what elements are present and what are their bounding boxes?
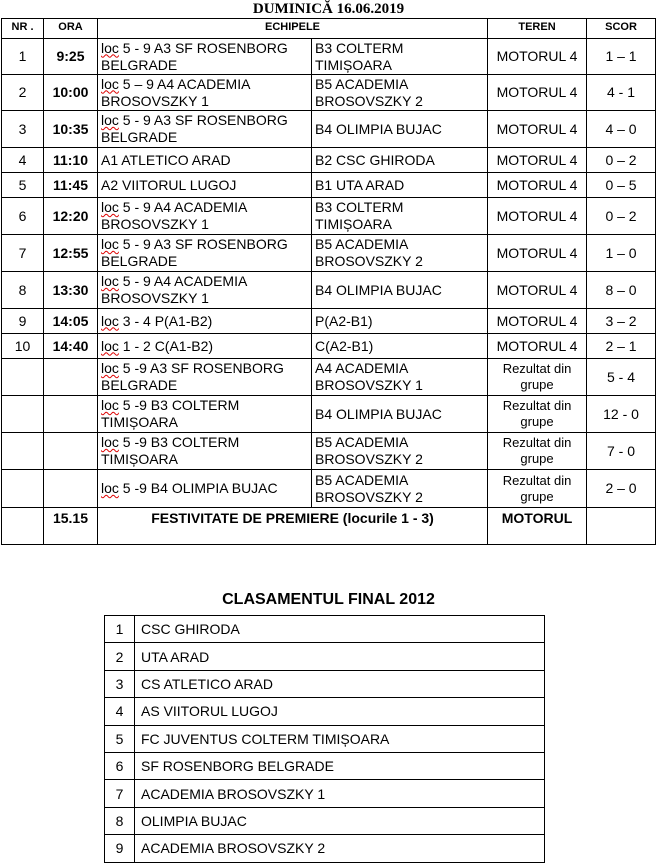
match-venue: Rezultat din grupe xyxy=(488,433,587,470)
match-nr xyxy=(2,470,44,508)
match-nr xyxy=(2,359,44,396)
ranking-team: ACADEMIA BROSOVSZKY 2 xyxy=(135,835,545,862)
col-ora: ORA xyxy=(44,19,98,39)
away-team: B3 COLTERM TIMIȘOARA xyxy=(312,198,488,235)
match-score: 3 – 2 xyxy=(587,309,656,334)
match-row xyxy=(2,173,656,198)
loc-prefix: loc xyxy=(101,480,119,496)
home-team xyxy=(98,173,312,198)
match-score: 2 – 0 xyxy=(587,470,656,508)
match-score: 12 - 0 xyxy=(587,396,656,433)
home-team-name: 5 - 9 A4 ACADEMIA BROSOVSZKY 1 xyxy=(101,273,247,306)
match-time: 13:30 xyxy=(44,272,98,309)
match-row xyxy=(2,39,656,75)
home-team xyxy=(98,309,312,334)
festivity-time: 15.15 xyxy=(44,508,98,545)
loc-prefix: loc xyxy=(101,39,119,56)
match-row xyxy=(2,272,656,309)
col-scor: SCOR xyxy=(587,19,656,39)
match-nr xyxy=(2,433,44,470)
ranking-position: 6 xyxy=(105,752,135,779)
ranking-team: AS VIITORUL LUGOJ xyxy=(135,698,545,725)
match-time xyxy=(44,396,98,433)
loc-prefix: loc xyxy=(101,434,119,450)
match-nr: 4 xyxy=(2,148,44,173)
match-row xyxy=(2,75,656,111)
match-venue: MOTORUL 4 xyxy=(488,75,587,111)
match-score: 0 – 2 xyxy=(587,198,656,235)
festivity-venue: MOTORUL xyxy=(488,508,587,545)
home-team xyxy=(98,111,312,148)
home-team xyxy=(98,148,312,173)
loc-prefix: loc xyxy=(101,75,119,92)
festivity-nr xyxy=(2,508,44,545)
ranking-team: CSC GHIRODA xyxy=(135,616,545,643)
loc-prefix: loc xyxy=(101,199,119,215)
away-team: B5 ACADEMIA BROSOVSZKY 2 xyxy=(312,235,488,272)
loc-prefix: loc xyxy=(101,236,119,252)
match-score: 5 - 4 xyxy=(587,359,656,396)
ranking-position: 8 xyxy=(105,807,135,834)
match-venue: Rezultat din grupe xyxy=(488,359,587,396)
match-row xyxy=(2,309,656,334)
ranking-row xyxy=(105,780,545,807)
match-nr: 2 xyxy=(2,75,44,111)
ranking-team: OLIMPIA BUJAC xyxy=(135,807,545,834)
ranking-row xyxy=(105,698,545,725)
home-team xyxy=(98,75,312,111)
home-team-name: 5 – 9 A4 ACADEMIA BROSOVSZKY 1 xyxy=(101,75,250,109)
match-venue: MOTORUL 4 xyxy=(488,173,587,198)
match-row xyxy=(2,148,656,173)
ranking-position: 2 xyxy=(105,643,135,670)
schedule-header-row xyxy=(2,19,656,39)
loc-prefix: loc xyxy=(101,337,119,354)
match-time xyxy=(44,433,98,470)
home-team-name: 5 - 9 A3 SF ROSENBORG BELGRADE xyxy=(101,112,288,145)
away-team: B4 OLIMPIA BUJAC xyxy=(312,111,488,148)
match-venue: MOTORUL 4 xyxy=(488,39,587,75)
match-score: 7 - 0 xyxy=(587,433,656,470)
ranking-team: FC JUVENTUS COLTERM TIMIȘOARA xyxy=(135,725,545,752)
match-nr xyxy=(2,396,44,433)
col-echipele: ECHIPELE xyxy=(98,19,488,39)
ranking-position: 5 xyxy=(105,725,135,752)
ranking-team: ACADEMIA BROSOVSZKY 1 xyxy=(135,780,545,807)
match-time: 14:40 xyxy=(44,334,98,359)
match-row xyxy=(2,198,656,235)
away-team: B5 ACADEMIA BROSOVSZKY 2 xyxy=(312,75,488,111)
match-score: 4 – 0 xyxy=(587,111,656,148)
match-nr: 6 xyxy=(2,198,44,235)
match-time xyxy=(44,359,98,396)
match-time: 11:10 xyxy=(44,148,98,173)
final-ranking-table xyxy=(104,615,545,863)
loc-prefix: loc xyxy=(101,112,119,128)
home-team xyxy=(98,39,312,75)
match-score: 4 - 1 xyxy=(587,75,656,111)
home-team xyxy=(98,272,312,309)
home-team-name: 5 - 9 A3 SF ROSENBORG BELGRADE xyxy=(101,39,288,73)
home-team xyxy=(98,396,312,433)
match-score: 1 – 0 xyxy=(587,235,656,272)
home-team-name: 3 - 4 P(A1-B2) xyxy=(118,312,213,329)
match-time: 9:25 xyxy=(44,39,98,75)
away-team: B5 ACADEMIA BROSOVSZKY 2 xyxy=(312,470,488,508)
home-team-name: 5 -9 B3 COLTERM TIMIȘOARA xyxy=(101,397,240,430)
col-nr: NR . xyxy=(2,19,44,39)
match-score: 2 – 1 xyxy=(587,334,656,359)
home-team-name: 5 - 9 A4 ACADEMIA BROSOVSZKY 1 xyxy=(101,199,247,232)
home-team xyxy=(98,359,312,396)
match-time: 10:00 xyxy=(44,75,98,111)
match-row xyxy=(2,235,656,272)
festivity-score xyxy=(587,508,656,545)
match-row xyxy=(2,470,656,508)
match-venue: MOTORUL 4 xyxy=(488,235,587,272)
match-nr: 10 xyxy=(2,334,44,359)
festivity-row xyxy=(2,508,656,545)
home-team xyxy=(98,470,312,508)
home-team-name: A1 ATLETICO ARAD xyxy=(101,151,231,168)
match-nr: 8 xyxy=(2,272,44,309)
ranking-row xyxy=(105,725,545,752)
match-venue: MOTORUL 4 xyxy=(488,309,587,334)
home-team-name: A2 VIITORUL LUGOJ xyxy=(101,176,237,193)
match-schedule-table xyxy=(1,18,656,545)
match-time: 11:45 xyxy=(44,173,98,198)
match-venue: Rezultat din grupe xyxy=(488,396,587,433)
match-row xyxy=(2,334,656,359)
match-venue: MOTORUL 4 xyxy=(488,272,587,309)
match-venue: MOTORUL 4 xyxy=(488,111,587,148)
home-team-name: 5 -9 A3 SF ROSENBORG BELGRADE xyxy=(101,360,284,393)
match-score: 8 – 0 xyxy=(587,272,656,309)
ranking-team: UTA ARAD xyxy=(135,643,545,670)
ranking-position: 7 xyxy=(105,780,135,807)
match-score: 0 – 5 xyxy=(587,173,656,198)
ranking-position: 1 xyxy=(105,616,135,643)
match-nr: 1 xyxy=(2,39,44,75)
match-row xyxy=(2,396,656,433)
match-venue: Rezultat din grupe xyxy=(488,470,587,508)
away-team: B4 OLIMPIA BUJAC xyxy=(312,396,488,433)
loc-prefix: loc xyxy=(101,360,119,376)
schedule-date: DUMINICĂ 16.06.2019 xyxy=(252,1,405,17)
home-team xyxy=(98,198,312,235)
ranking-team: CS ATLETICO ARAD xyxy=(135,670,545,697)
ranking-title: CLASAMENTUL FINAL 2012 xyxy=(222,591,435,608)
match-time: 12:55 xyxy=(44,235,98,272)
match-time: 14:05 xyxy=(44,309,98,334)
loc-prefix: loc xyxy=(101,273,119,289)
ranking-row xyxy=(105,616,545,643)
festivity-text: FESTIVITATE DE PREMIERE (locurile 1 - 3) xyxy=(98,508,488,545)
ranking-position: 3 xyxy=(105,670,135,697)
home-team-name: 5 -9 B4 OLIMPIA BUJAC xyxy=(118,480,278,496)
match-venue: MOTORUL 4 xyxy=(488,334,587,359)
ranking-row xyxy=(105,643,545,670)
away-team: B5 ACADEMIA BROSOVSZKY 2 xyxy=(312,433,488,470)
col-teren: TEREN xyxy=(488,19,587,39)
match-row xyxy=(2,433,656,470)
home-team-name: 5 - 9 A3 SF ROSENBORG BELGRADE xyxy=(101,236,288,269)
home-team-name: 1 - 2 C(A1-B2) xyxy=(118,337,214,354)
match-row xyxy=(2,359,656,396)
match-nr: 7 xyxy=(2,235,44,272)
ranking-row xyxy=(105,807,545,834)
away-team: A4 ACADEMIA BROSOVSZKY 1 xyxy=(312,359,488,396)
away-team: B1 UTA ARAD xyxy=(312,173,488,198)
away-team: B3 COLTERM TIMIȘOARA xyxy=(312,39,488,75)
match-venue: MOTORUL 4 xyxy=(488,148,587,173)
ranking-row xyxy=(105,752,545,779)
match-row xyxy=(2,111,656,148)
home-team-name: 5 -9 B3 COLTERM TIMIȘOARA xyxy=(101,434,240,467)
match-score: 1 – 1 xyxy=(587,39,656,75)
ranking-position: 4 xyxy=(105,698,135,725)
match-time: 10:35 xyxy=(44,111,98,148)
home-team xyxy=(98,334,312,359)
ranking-team: SF ROSENBORG BELGRADE xyxy=(135,752,545,779)
match-venue: MOTORUL 4 xyxy=(488,198,587,235)
match-nr: 5 xyxy=(2,173,44,198)
match-time xyxy=(44,470,98,508)
match-nr: 3 xyxy=(2,111,44,148)
match-time: 12:20 xyxy=(44,198,98,235)
ranking-row xyxy=(105,670,545,697)
ranking-position: 9 xyxy=(105,835,135,862)
ranking-row xyxy=(105,835,545,862)
home-team xyxy=(98,433,312,470)
away-team: C(A2-B1) xyxy=(312,334,488,359)
match-nr: 9 xyxy=(2,309,44,334)
away-team: P(A2-B1) xyxy=(312,309,488,334)
loc-prefix: loc xyxy=(101,397,119,413)
away-team: B4 OLIMPIA BUJAC xyxy=(312,272,488,309)
away-team: B2 CSC GHIRODA xyxy=(312,148,488,173)
loc-prefix: loc xyxy=(101,312,119,329)
match-score: 0 – 2 xyxy=(587,148,656,173)
home-team xyxy=(98,235,312,272)
